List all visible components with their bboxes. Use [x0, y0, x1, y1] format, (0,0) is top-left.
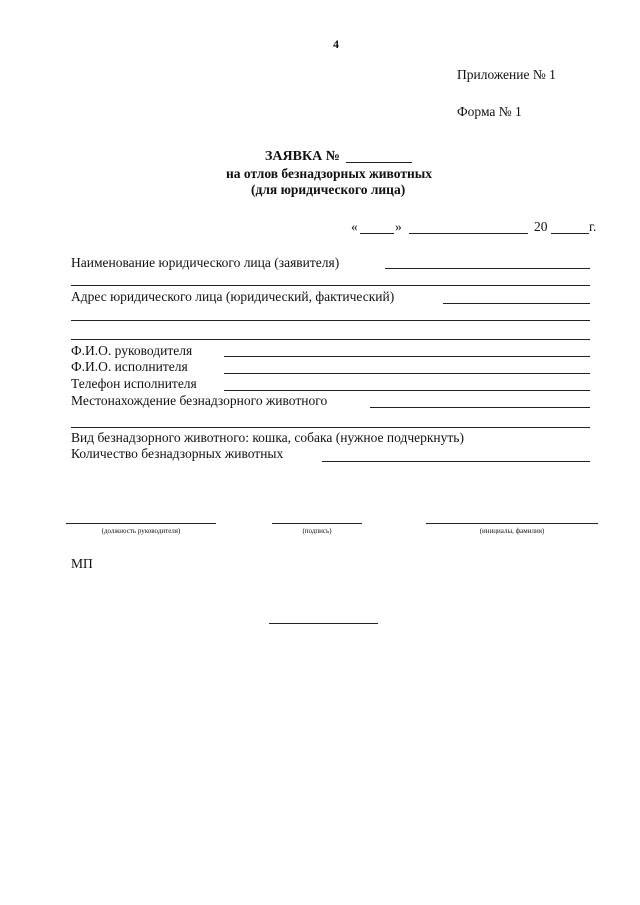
closing-separator [269, 623, 378, 624]
animal-location-label: Местонахождение безнадзорного животного [71, 393, 328, 408]
head-name-label: Ф.И.О. руководителя [71, 343, 193, 358]
date-day-field[interactable] [360, 233, 394, 234]
address-field-line-2[interactable] [71, 320, 590, 321]
executor-name-label: Ф.И.О. исполнителя [71, 359, 188, 374]
form-subtitle-entity: (для юридического лица) [251, 182, 406, 197]
animal-location-field[interactable] [370, 407, 590, 408]
animal-type-label: Вид безнадзорного животного: кошка, собака (нужное подчеркнуть) [71, 430, 464, 445]
executor-phone-label: Телефон исполнителя [71, 376, 197, 391]
date-year-field[interactable] [551, 233, 589, 234]
position-caption: (должность руководителя) [101, 527, 181, 535]
initials-caption: (инициалы, фамилия) [479, 527, 545, 535]
date-year-prefix: 20 [534, 219, 548, 234]
date-month-field[interactable] [409, 233, 528, 234]
form-label: Форма № 1 [457, 104, 522, 119]
legal-name-field-continued[interactable] [71, 285, 590, 286]
head-name-field[interactable] [224, 356, 590, 357]
date-year-suffix: г. [589, 219, 597, 234]
signature-field[interactable] [272, 523, 362, 524]
form-number-field[interactable] [346, 162, 412, 163]
address-label: Адрес юридического лица (юридический, фактический) [71, 289, 395, 304]
date-open-quote: « [351, 219, 358, 234]
initials-field[interactable] [426, 523, 598, 524]
stamp-label: МП [71, 556, 93, 571]
form-subtitle: на отлов безнадзорных животных [226, 166, 433, 181]
animal-count-label: Количество безнадзорных животных [71, 446, 284, 461]
signature-caption: (подпись) [302, 527, 332, 535]
legal-name-field[interactable] [385, 268, 590, 269]
page-number: 4 [333, 37, 339, 51]
executor-name-field[interactable] [224, 373, 590, 374]
position-signature-field[interactable] [66, 523, 216, 524]
date-close-quote: » [395, 219, 402, 234]
address-field-line-3[interactable] [71, 339, 590, 340]
form-title: ЗАЯВКА № [265, 149, 340, 164]
executor-phone-field[interactable] [224, 390, 590, 391]
animal-count-field[interactable] [322, 461, 590, 462]
appendix-label: Приложение № 1 [457, 67, 556, 82]
legal-name-label: Наименование юридического лица (заявителя) [71, 255, 340, 270]
animal-location-field-continued[interactable] [71, 427, 590, 428]
address-field[interactable] [443, 303, 590, 304]
